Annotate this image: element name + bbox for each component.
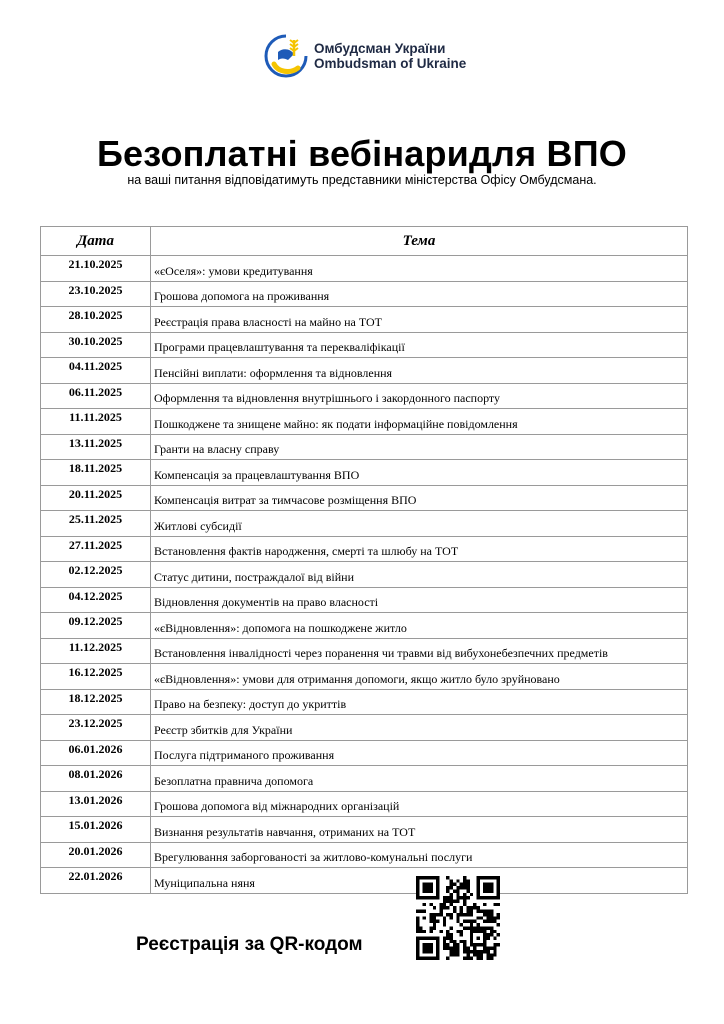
table-row [41,664,688,690]
table-row [41,791,688,817]
row-topic: Пенсійні виплати: оформлення та відновлення [151,358,688,384]
row-date: 04.12.2025 [41,587,151,613]
table-row [41,689,688,715]
row-date: 23.12.2025 [41,715,151,741]
row-date: 08.01.2026 [41,766,151,792]
table-row [41,358,688,384]
row-topic: Статус дитини, постраждалої від війни [151,562,688,588]
row-date: 09.12.2025 [41,613,151,639]
row-date: 06.01.2026 [41,740,151,766]
table-row [41,485,688,511]
logo-text [314,41,466,71]
table-row [41,740,688,766]
table-row [41,587,688,613]
row-topic: Програми працевлаштування та перекваліфікації [151,332,688,358]
logo-name-uk: Омбудсман України [314,41,446,56]
row-date: 11.11.2025 [41,409,151,435]
row-topic: «єОселя»: умови кредитування [151,256,688,282]
page-title: Безоплатні вебінаридля ВПО [96,133,628,174]
row-topic: Грошова допомога на проживання [151,281,688,307]
row-date: 13.01.2026 [41,791,151,817]
table-header-row [41,227,688,256]
schedule-table [40,226,688,894]
table-row [41,383,688,409]
table-row [41,842,688,868]
page-subtitle: на ваші питання відповідатимуть представники міністерства Офісу Омбудсмана. [127,173,597,187]
ombudsman-emblem-icon [264,34,308,78]
row-date: 28.10.2025 [41,307,151,333]
row-date: 22.01.2026 [41,868,151,894]
table-row [41,638,688,664]
row-date: 15.01.2026 [41,817,151,843]
table-row [41,766,688,792]
row-topic: Послуга підтриманого проживання [151,740,688,766]
row-topic: Безоплатна правнича допомога [151,766,688,792]
table-row [41,562,688,588]
table-row [41,511,688,537]
table-row [41,409,688,435]
row-topic: Реєстр збитків для України [151,715,688,741]
row-date: 06.11.2025 [41,383,151,409]
column-header-date: Дата [41,227,151,256]
ombudsman-logo [264,34,466,78]
row-date: 27.11.2025 [41,536,151,562]
row-date: 11.12.2025 [41,638,151,664]
table-row [41,715,688,741]
row-date: 30.10.2025 [41,332,151,358]
table-row [41,281,688,307]
row-topic: Пошкоджене та знищене майно: як подати інформаційне повідомлення [151,409,688,435]
row-topic: Визнання результатів навчання, отриманих на ТОТ [151,817,688,843]
row-date: 21.10.2025 [41,256,151,282]
row-topic: «єВідновлення»: допомога на пошкоджене житло [151,613,688,639]
qr-code-icon[interactable] [416,876,500,960]
row-topic: Житлові субсидії [151,511,688,537]
row-topic: Право на безпеку: доступ до укриттів [151,689,688,715]
table-row [41,460,688,486]
table-row [41,307,688,333]
row-date: 13.11.2025 [41,434,151,460]
column-header-topic: Тема [151,227,688,256]
table-row [41,434,688,460]
row-date: 20.01.2026 [41,842,151,868]
logo-name-en: Ombudsman of Ukraine [314,56,467,71]
row-date: 18.12.2025 [41,689,151,715]
row-topic: Гранти на власну справу [151,434,688,460]
table-row [41,868,688,894]
row-topic: Компенсація за працевлаштування ВПО [151,460,688,486]
row-date: 16.12.2025 [41,664,151,690]
table-row [41,817,688,843]
row-topic: Компенсація витрат за тимчасове розміщення ВПО [151,485,688,511]
schedule-body [41,256,688,894]
row-topic: Встановлення фактів народження, смерті та шлюбу на ТОТ [151,536,688,562]
row-date: 20.11.2025 [41,485,151,511]
row-topic: «єВідновлення»: умови для отримання допомоги, якщо житло було зруйновано [151,664,688,690]
row-topic: Відновлення документів на право власності [151,587,688,613]
row-topic: Встановлення інвалідності через поранення чи травми від вибухонебезпечних предметів [151,638,688,664]
row-date: 04.11.2025 [41,358,151,384]
table-row [41,536,688,562]
row-topic: Реєстрація права власності на майно на ТОТ [151,307,688,333]
row-date: 25.11.2025 [41,511,151,537]
table-row [41,332,688,358]
row-topic: Грошова допомога від міжнародних організацій [151,791,688,817]
table-row [41,613,688,639]
registration-label: Реєстрація за QR-кодом [136,934,363,955]
row-topic: Оформлення та відновлення внутрішнього і закордонного паспорту [151,383,688,409]
row-topic: Врегулювання заборгованості за житлово-комунальні послуги [151,842,688,868]
row-date: 23.10.2025 [41,281,151,307]
row-date: 02.12.2025 [41,562,151,588]
row-date: 18.11.2025 [41,460,151,486]
row-topic: Муніципальна няня [151,868,688,894]
table-row [41,256,688,282]
